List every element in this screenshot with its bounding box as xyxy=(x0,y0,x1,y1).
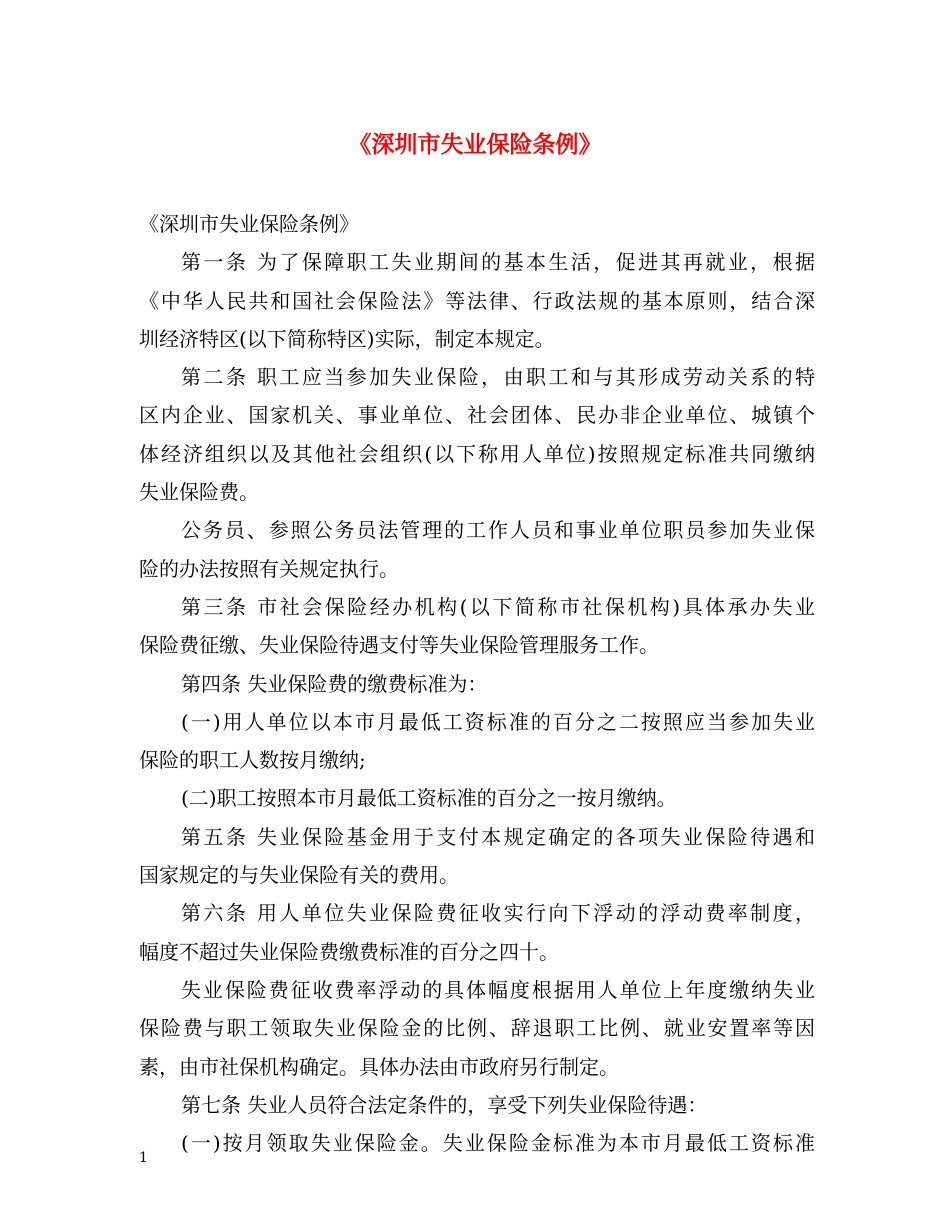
text-line: 险的办法按照有关规定执行。 xyxy=(139,556,399,581)
text-line: 保险费与职工领取失业保险金的比例、辞退职工比例、就业安置率等因 xyxy=(139,1016,815,1041)
text-line: (一)用人单位以本市月最低工资标准的百分之二按照应当参加失业 xyxy=(181,709,815,734)
text-line: 保险费征缴、失业保险待遇支付等失业保险管理服务工作。 xyxy=(139,633,659,658)
text-line: 体经济组织以及其他社会组织(以下称用人单位)按照规定标准共同缴纳 xyxy=(139,441,815,466)
text-line: 区内企业、国家机关、事业单位、社会团体、民办非企业单位、城镇个 xyxy=(139,403,815,428)
text-line: (一)按月领取失业保险金。失业保险金标准为本市月最低工资标准 xyxy=(181,1131,815,1156)
page-number: 1 xyxy=(139,1150,148,1166)
text-line: 保险的职工人数按月缴纳; xyxy=(139,748,366,773)
text-line: 公务员、参照公务员法管理的工作人员和事业单位职员参加失业保 xyxy=(181,518,815,543)
text-line: 素，由市社保机构确定。具体办法由市政府另行制定。 xyxy=(139,1054,619,1079)
document-title: 《深圳市失业保险条例》 xyxy=(348,131,602,158)
text-line: 第二条 职工应当参加失业保险，由职工和与其形成劳动关系的特 xyxy=(181,365,815,390)
text-line: 第四条 失业保险费的缴费标准为： xyxy=(181,671,488,696)
text-line: 《深圳市失业保险条例》 xyxy=(139,212,359,236)
text-line: 圳经济特区(以下简称特区)实际，制定本规定。 xyxy=(139,326,555,351)
text-line: 失业保险费征收费率浮动的具体幅度根据用人单位上年度缴纳失业 xyxy=(181,977,815,1002)
text-line: 幅度不超过失业保险费缴费标准的百分之四十。 xyxy=(139,939,559,964)
text-line: 第五条 失业保险基金用于支付本规定确定的各项失业保险待遇和 xyxy=(181,824,815,849)
text-line: 国家规定的与失业保险有关的费用。 xyxy=(139,863,459,888)
document-body xyxy=(139,205,815,1162)
text-line: 第六条 用人单位失业保险费征收实行向下浮动的浮动费率制度， xyxy=(181,901,815,926)
text-line: (二)职工按照本市月最低工资标准的百分之一按月缴纳。 xyxy=(181,786,677,811)
text-line: 失业保险费。 xyxy=(139,480,259,505)
text-line: 第一条 为了保障职工失业期间的基本生活，促进其再就业，根据 xyxy=(181,250,815,275)
text-line: 第三条 市社会保险经办机构(以下简称市社保机构)具体承办失业 xyxy=(181,594,815,619)
text-line: 《中华人民共和国社会保险法》等法律、行政法规的基本原则，结合深 xyxy=(139,288,815,313)
text-line: 第七条 失业人员符合法定条件的，享受下列失业保险待遇： xyxy=(181,1092,708,1117)
